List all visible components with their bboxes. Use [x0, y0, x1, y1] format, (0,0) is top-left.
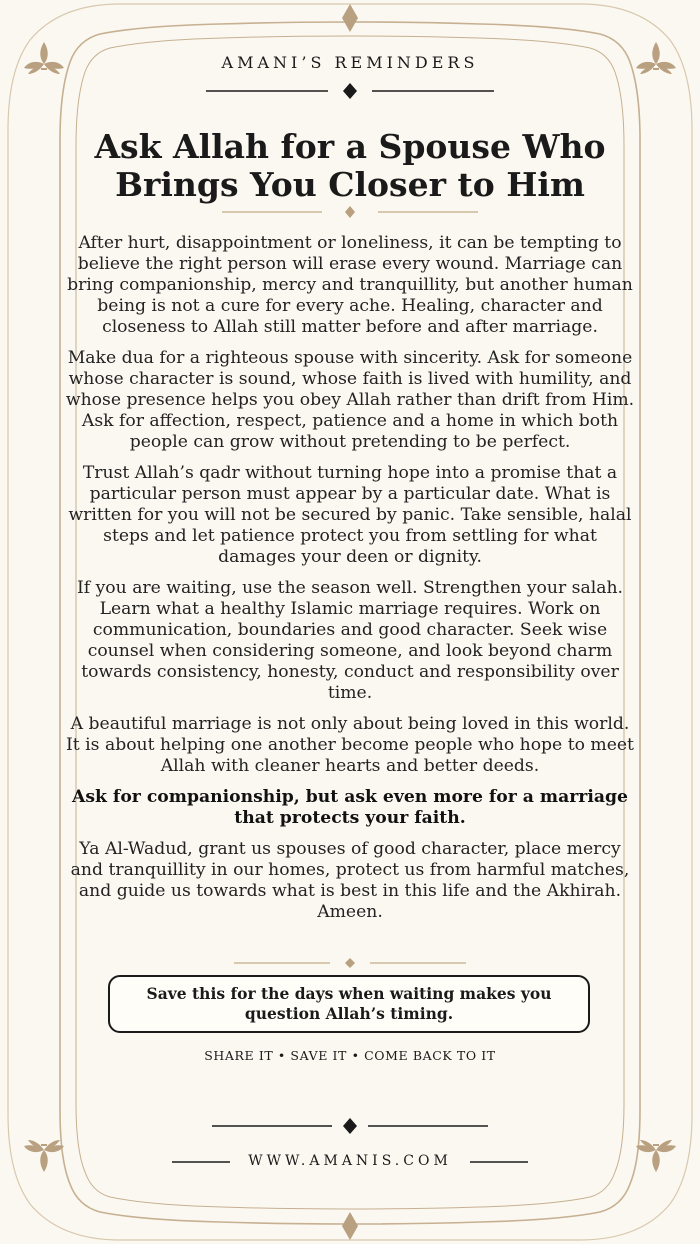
- title-line: Brings You Closer to Him: [115, 165, 585, 204]
- paragraph: If you are waiting, use the season well. Strengthen your salah. Learn what a healthy Islamic marriage requires. Work on communication, boundaries and good character. Seek wise counsel when considering someone, and look beyond charm towards consistency, honesty, conduct and responsibility over time.: [76, 578, 623, 703]
- paragraph: Trust Allah’s qadr without turning hope into a promise that a particular person must appear by a particular date. What is written for you will not be secured by panic. Take sensible, halal steps and let patience protect you from settling for what damages your deen or dignity.: [68, 463, 632, 567]
- cta-text: Save this for the days when waiting makes you question Allah’s timing.: [146, 984, 552, 1023]
- title-line: Ask Allah for a Spouse Who: [94, 127, 606, 166]
- footer-diamond: [343, 1118, 357, 1134]
- paragraph: A beautiful marriage is not only about being loved in this world. It is about helping one another become people who hope to meet Allah with cleaner hearts and better deeds.: [66, 714, 634, 776]
- lower-diamond: [345, 958, 355, 968]
- dua-paragraph: Ya Al-Wadud, grant us spouses of good character, place mercy and tranquillity in our homes, protect us from harmful matches, and guide us towards what is best in this life and the Akhirah. Ameen.: [70, 839, 630, 922]
- paragraph: Make dua for a righteous spouse with sincerity. Ask for someone whose character is sound, whose faith is lived with humility, and whose presence helps you obey Allah rather than drift from Him. Ask for affection, respect, patience and a home in which both people can grow without pretending to be perfect.: [65, 348, 635, 452]
- cta-box: [108, 975, 590, 1033]
- paragraph: After hurt, disappointment or loneliness, it can be tempting to believe the right person will erase every wound. Marriage can bring companionship, mercy and tranquillity, but another human being is not a cure for every ache. Healing, character and closeness to Allah still matter before and after marriage.: [67, 233, 633, 337]
- title-diamond: [345, 206, 355, 218]
- top-diamond-ornament: [342, 4, 358, 32]
- body-content: [62, 233, 638, 933]
- page-title: [60, 128, 640, 204]
- share-line: SHARE IT • SAVE IT • COME BACK TO IT: [204, 1048, 496, 1063]
- highlight-paragraph: Ask for companionship, but ask even more for a marriage that protects your faith.: [72, 787, 628, 828]
- brand-header: AMANI’S REMINDERS: [221, 53, 479, 72]
- bottom-diamond-ornament: [342, 1212, 358, 1240]
- header-diamond: [343, 83, 357, 99]
- website-link[interactable]: WWW.AMANIS.COM: [248, 1153, 452, 1169]
